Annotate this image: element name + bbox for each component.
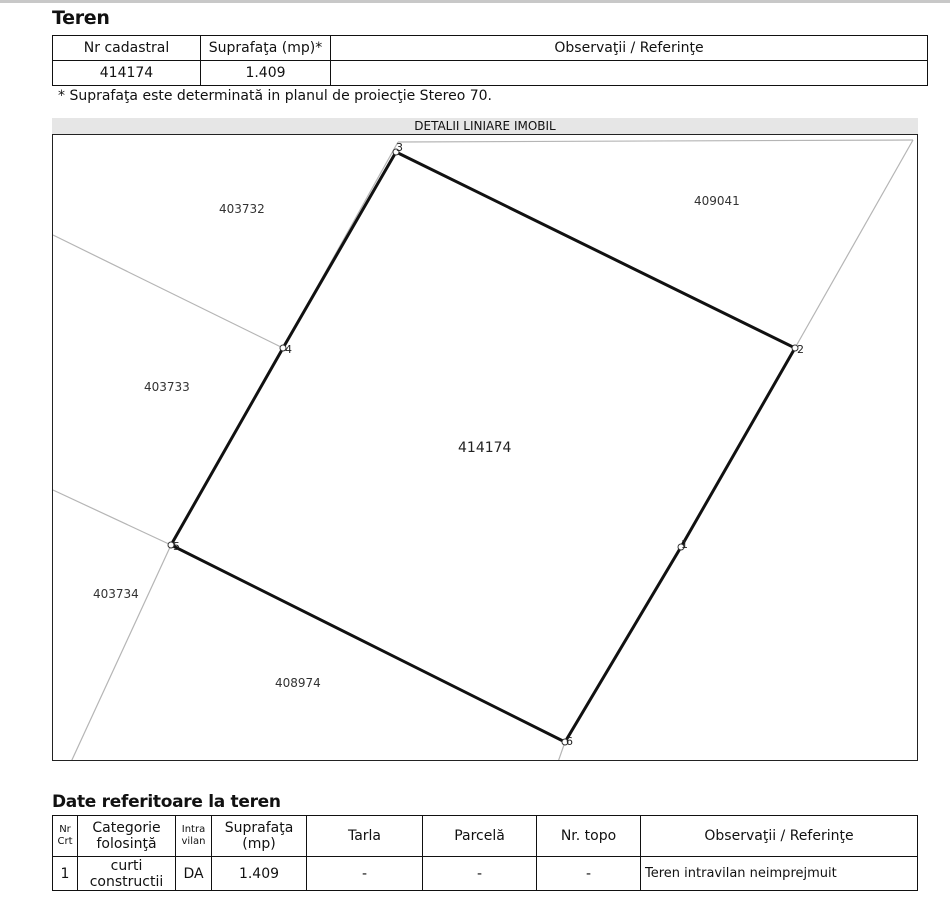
header-intravilan xyxy=(176,816,212,857)
page-top-border xyxy=(0,0,950,3)
header-nr-cadastral: Nr cadastral xyxy=(53,36,201,61)
neighbor-parcel-label: 403732 xyxy=(219,202,265,216)
cell-nr-topo: - xyxy=(537,857,641,891)
teren-table xyxy=(52,35,928,86)
boundary-line xyxy=(398,140,913,142)
neighbor-parcel-label: 409041 xyxy=(694,194,740,208)
section-title-teren: Teren xyxy=(52,7,110,29)
header-parcela: Parcelă xyxy=(423,816,537,857)
main-parcel-label: 414174 xyxy=(458,440,512,456)
header-observatii: Observaţii / Referinţe xyxy=(331,36,928,61)
cell-observatii: Teren intravilan neimprejmuit xyxy=(641,857,918,891)
cell-suprafata: 1.409 xyxy=(212,857,307,891)
cell-nr-cadastral: 414174 xyxy=(53,61,201,86)
vertex-label-1: 1 xyxy=(681,538,688,551)
cell-text: constructii xyxy=(89,873,164,890)
table-row xyxy=(53,857,918,891)
boundary-line xyxy=(53,490,171,545)
boundary-line xyxy=(795,140,913,348)
header-suprafata: Suprafaţa (mp)* xyxy=(201,36,331,61)
vertex-label-5: 5 xyxy=(173,540,180,553)
header-nr-topo: Nr. topo xyxy=(537,816,641,857)
header-tarla: Tarla xyxy=(307,816,423,857)
date-teren-table xyxy=(52,815,918,891)
cell-parcela: - xyxy=(423,857,537,891)
cell-tarla: - xyxy=(307,857,423,891)
vertex-label-6: 6 xyxy=(566,735,573,748)
cell-nr-crt: 1 xyxy=(53,857,78,891)
table-header-row xyxy=(53,36,928,61)
vertex-label-3: 3 xyxy=(396,141,403,154)
header-text: Intra xyxy=(181,824,206,835)
header-nr-crt xyxy=(53,816,78,857)
section-title-date: Date referitoare la teren xyxy=(52,792,281,812)
header-text: folosinţă xyxy=(96,836,157,852)
map-banner: DETALII LINIARE IMOBIL xyxy=(52,118,918,134)
header-suprafata xyxy=(212,816,307,857)
cell-intravilan: DA xyxy=(176,857,212,891)
neighbor-parcel-label: 408974 xyxy=(275,676,321,690)
cell-categorie xyxy=(78,857,176,891)
header-categorie xyxy=(78,816,176,857)
boundary-line xyxy=(71,545,171,761)
header-observatii: Observaţii / Referinţe xyxy=(641,816,918,857)
table-header-row xyxy=(53,816,918,857)
parcel-labels xyxy=(93,194,740,690)
vertex-label-2: 2 xyxy=(797,343,804,356)
table-row xyxy=(53,61,928,86)
map-drawing xyxy=(53,135,918,761)
cell-suprafata: 1.409 xyxy=(201,61,331,86)
header-text: Categorie xyxy=(92,820,161,836)
header-text: Nr xyxy=(59,824,71,835)
neighbor-parcel-label: 403733 xyxy=(144,380,190,394)
cell-text: curti xyxy=(110,857,143,874)
header-text: vilan xyxy=(181,836,206,847)
cadastral-map xyxy=(52,134,918,761)
header-text: (mp) xyxy=(242,836,276,852)
header-text: Suprafaţa xyxy=(224,820,294,836)
cell-observatii xyxy=(331,61,928,86)
neighbor-parcel-label: 403734 xyxy=(93,587,139,601)
vertex-label-4: 4 xyxy=(285,343,292,356)
boundary-line xyxy=(53,235,283,348)
projection-note: * Suprafaţa este determinată in planul de proiecţie Stereo 70. xyxy=(58,88,493,104)
header-text: Crt xyxy=(57,836,73,847)
